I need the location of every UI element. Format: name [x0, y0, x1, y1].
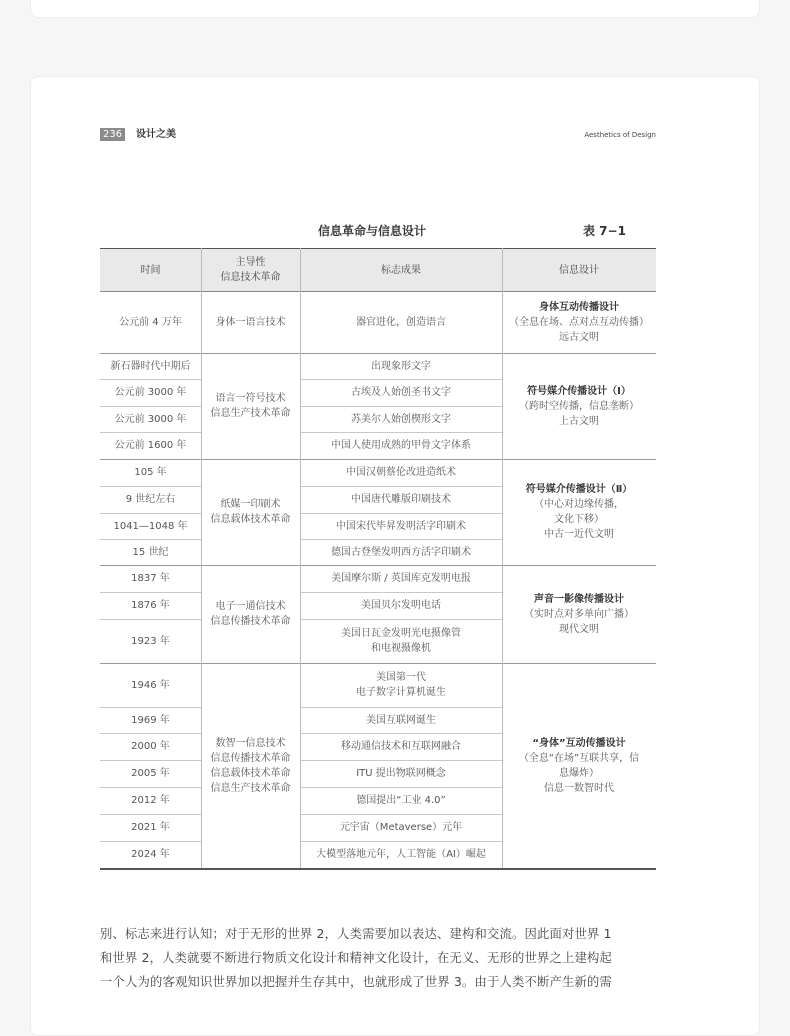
- design-title: 声音一影像传播设计: [534, 593, 624, 605]
- body-paragraph-line: 别、标志来进行认知；对于无形的世界 2，人类需要加以表达、建构和交流。因此面对世界 1: [100, 927, 612, 941]
- achievement-cell: 移动通信技术和互联网融合: [341, 741, 461, 752]
- design-cell: [502, 459, 656, 565]
- header-design: 信息设计: [559, 264, 599, 276]
- row-divider: [300, 539, 502, 540]
- design-detail: （中心对边缘传播， 文化下移） 中古一近代文明: [534, 499, 624, 540]
- row-divider: [100, 565, 656, 566]
- time-cell: 1041—1048 年: [113, 520, 188, 532]
- body-text: [100, 922, 660, 994]
- row-divider: [100, 760, 201, 761]
- row-divider: [100, 353, 656, 354]
- row-divider: [300, 841, 502, 842]
- achievement-cell: ITU 提出物联网概念: [356, 768, 446, 779]
- achievement-cell: 美国贝尔发明电话: [361, 600, 441, 611]
- design-title: 身体互动传播设计: [539, 302, 619, 313]
- row-divider: [300, 733, 502, 734]
- achievement-cell: 中国宋代毕昇发明活字印刷术: [336, 520, 466, 532]
- body-paragraph-line: 和世界 2，人类就要不断进行物质文化设计和精神文化设计，在无义、无形的世界之上建构起: [100, 951, 613, 965]
- time-cell: 2021 年: [131, 822, 170, 833]
- design-cell: [502, 353, 656, 459]
- row-divider: [100, 432, 201, 433]
- achievement-cell: 美国日瓦金发明光电摄像管 和电视摄像机: [341, 628, 461, 654]
- page-number: 236: [100, 128, 125, 141]
- achievement-cell: 中国汉朝蔡伦改进造纸术: [346, 467, 456, 478]
- row-divider: [100, 619, 201, 620]
- time-cell: 新石器时代中期后: [110, 360, 191, 372]
- achievement-cell: 美国摩尔斯 / 英国库克发明电报: [331, 573, 471, 584]
- time-cell: 1923 年: [131, 635, 170, 647]
- row-divider: [100, 486, 201, 487]
- row-divider: [300, 486, 502, 487]
- achievement-cell: 大模型落地元年，人工智能（AI）崛起: [316, 849, 486, 860]
- design-cell: [502, 663, 656, 868]
- revolution-cell: 数智一信息技术 信息传播技术革命 信息载体技术革命 信息生产技术革命: [210, 737, 291, 794]
- design-detail: （跨时空传播，信息垄断） 上古文明: [519, 400, 639, 427]
- achievement-cell: 德国古登堡发明西方活字印刷术: [331, 546, 471, 558]
- design-detail: （实时点对多单向广播） 现代文明: [524, 608, 634, 635]
- row-divider: [100, 787, 201, 788]
- achievement-cell: 出现象形文字: [371, 360, 431, 372]
- time-cell: 2000 年: [131, 741, 170, 752]
- row-divider: [100, 513, 201, 514]
- row-divider: [100, 592, 201, 593]
- row-divider: [100, 539, 201, 540]
- row-divider: [300, 379, 502, 380]
- time-cell: 9 世纪左右: [125, 494, 176, 505]
- row-divider: [300, 619, 502, 620]
- book-title: 设计之美: [136, 129, 176, 140]
- row-divider: [300, 760, 502, 761]
- design-title: 符号媒介传播设计（Ⅱ）: [525, 484, 633, 495]
- column-divider: [201, 248, 202, 868]
- row-divider: [300, 432, 502, 433]
- row-divider: [300, 814, 502, 815]
- achievement-cell: 器官进化，创造语言: [356, 317, 446, 328]
- achievement-cell: 古埃及人始创圣书文字: [351, 387, 451, 398]
- time-cell: 1876 年: [131, 600, 170, 611]
- row-divider: [100, 707, 201, 708]
- revolution-cell: 身体一语言技术: [215, 317, 286, 328]
- time-cell: 公元前 3000 年: [114, 413, 187, 425]
- row-divider: [100, 663, 656, 664]
- header-revolution: 主导性 信息技术革命: [220, 257, 281, 283]
- time-cell: 2024 年: [131, 849, 170, 860]
- table-number: 表 7−1: [583, 224, 626, 238]
- row-divider: [100, 406, 201, 407]
- achievement-cell: 德国提出“工业 4.0”: [356, 795, 446, 806]
- row-divider: [300, 513, 502, 514]
- table-caption: 信息革命与信息设计: [318, 224, 427, 238]
- time-cell: 1969 年: [131, 714, 170, 726]
- row-divider: [300, 406, 502, 407]
- row-divider: [100, 841, 201, 842]
- revolution-cell: 电子一通信技术 信息传播技术革命: [210, 601, 291, 627]
- time-cell: 公元前 3000 年: [114, 387, 187, 398]
- design-detail: （全息在场、点对点互动传播） 远古文明: [509, 317, 649, 343]
- design-title: “身体”互动传播设计: [532, 737, 626, 749]
- time-cell: 2005 年: [131, 768, 170, 779]
- row-divider: [100, 814, 201, 815]
- achievement-cell: 中国人使用成熟的甲骨文字体系: [331, 440, 471, 451]
- time-cell: 15 世纪: [132, 546, 169, 558]
- page-header: [100, 127, 656, 143]
- revolution-cell: 纸媒一印刷术 信息载体技术革命: [210, 499, 291, 525]
- time-cell: 105 年: [134, 467, 167, 478]
- time-cell: 公元前 4 万年: [119, 317, 182, 328]
- table-bottom-rule: [100, 868, 656, 870]
- time-cell: 2012 年: [131, 795, 170, 806]
- design-detail: （全息“在场”互联共享，信 息爆炸） 信息一数智时代: [518, 752, 640, 794]
- header-time: 时间: [140, 264, 161, 276]
- row-divider: [300, 787, 502, 788]
- design-cell: [502, 565, 656, 663]
- achievement-cell: 中国唐代雕版印刷技术: [351, 494, 451, 505]
- header-achievement: 标志成果: [381, 264, 421, 276]
- revolution-cell: 语言一符号技术 信息生产技术革命: [210, 393, 291, 419]
- row-divider: [300, 592, 502, 593]
- design-title: 符号媒介传播设计（Ⅰ）: [527, 385, 631, 397]
- time-cell: 1946 年: [131, 679, 170, 691]
- previous-card: [30, 0, 760, 18]
- achievement-cell: 元宇宙（Metaverse）元年: [339, 822, 463, 833]
- time-cell: 1837 年: [131, 573, 170, 584]
- row-divider: [100, 379, 201, 380]
- row-divider: [100, 459, 656, 460]
- achievement-cell: 美国第一代 电子数字计算机诞生: [356, 672, 446, 698]
- row-divider: [100, 733, 201, 734]
- time-cell: 公元前 1600 年: [114, 440, 187, 451]
- column-divider: [300, 248, 301, 868]
- book-title-en: Aesthetics of Design: [584, 131, 656, 139]
- design-cell: [502, 292, 656, 353]
- row-divider: [300, 707, 502, 708]
- body-paragraph-line: 一个人为的客观知识世界加以把握并生存其中，也就形成了世界 3。由于人类不断产生新的需: [100, 975, 613, 989]
- achievement-cell: 美国互联网诞生: [366, 714, 436, 726]
- column-divider: [502, 248, 503, 868]
- achievement-cell: 苏美尔人始创楔形文字: [351, 413, 451, 425]
